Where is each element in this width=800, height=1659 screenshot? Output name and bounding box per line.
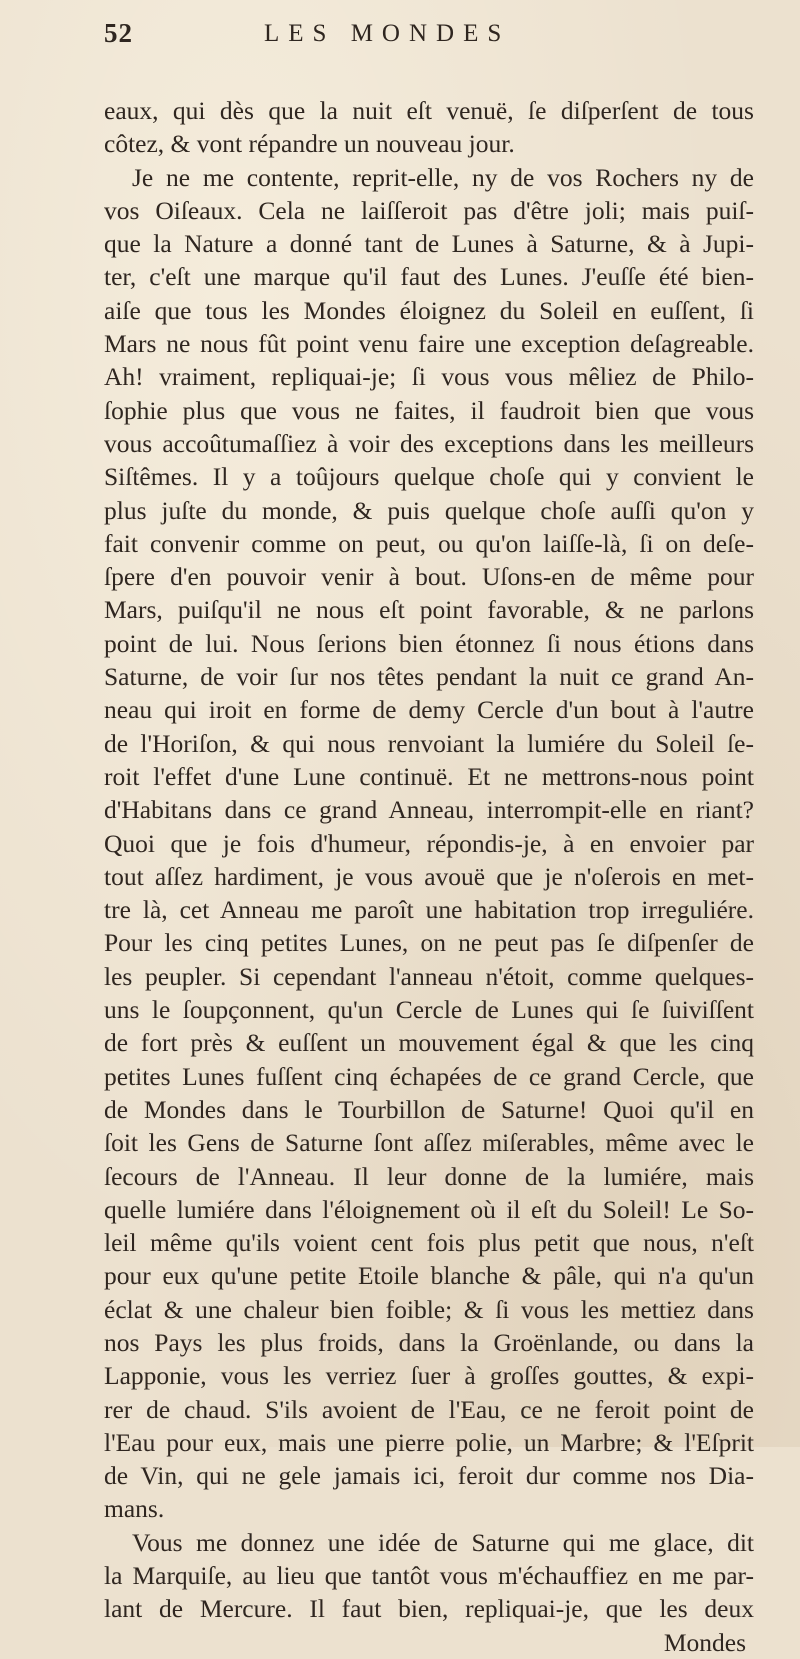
text-line: Mars, puiſqu'il ne nous eſt point favorable, & ne parlons [104,595,754,625]
text-line: petites Lunes fuſſent cinq échapées de ce grand Cercle, que [104,1061,754,1091]
text-line: l'Eau pour eux, mais une pierre polie, un Marbre; & l'Eſprit [104,1427,754,1457]
text-line: quelle lumiére dans l'éloignement où il eſt du Soleil! Le So- [104,1194,754,1224]
text-line: Siſtêmes. Il y a toûjours quelque choſe qui y convient le [104,462,754,492]
text-line: la Marquiſe, au lieu que tantôt vous m'échauffiez en me par- [104,1561,754,1591]
text-line: mans. [104,1494,165,1524]
running-head [104,14,744,58]
text-line: pour eux qu'une petite Etoile blanche & pâle, qui n'a qu'un [104,1261,754,1291]
text-line: ter, c'eſt une marque qu'il faut des Lunes. J'euſſe été bien- [104,262,754,292]
text-line: lant de Mercure. Il faut bien, repliquai-je, que les deux [104,1594,754,1624]
text-line: leil même qu'ils voient cent fois plus petit que nous, n'eſt [104,1228,754,1258]
text-line: ſoit les Gens de Saturne ſont aſſez miſerables, même avec le [104,1128,754,1158]
text-line: tre là, cet Anneau me paroît une habitation trop irreguliére. [104,895,754,925]
text-line: Lapponie, vous les verriez ſuer à groſſes gouttes, & expi- [104,1361,754,1391]
text-line: Saturne, de voir ſur nos têtes pendant la nuit ce grand An- [104,662,754,692]
text-line: les peupler. Si cependant l'anneau n'étoit, comme quelques- [104,961,754,991]
body-text [104,94,754,1659]
page-number: 52 [104,18,133,48]
text-line: rer de chaud. S'ils avoient de l'Eau, ce ne feroit point de [104,1394,754,1424]
text-line: tout aſſez hardiment, je vous avouë que je n'oſerois en met- [104,861,754,891]
text-line: Ah! vraiment, repliquai-je; ſi vous vous mêliez de Philo- [104,362,754,392]
text-line: aiſe que tous les Mondes éloignez du Soleil en euſſent, ſi [104,295,754,325]
text-line: roit l'effet d'une Lune continuë. Et ne mettrons-nous point [104,761,754,791]
text-line: côtez, & vont répandre un nouveau jour. [104,129,515,159]
text-line: neau qui iroit en forme de demy Cercle d'un bout à l'autre [104,695,754,725]
text-line: ſophie plus que vous ne faites, il faudroit bien que vous [104,395,754,425]
text-line: ſecours de l'Anneau. Il leur donne de la lumiére, mais [104,1161,754,1191]
paragraph-start-line: Vous me donnez une idée de Saturne qui me glace, dit [132,1527,754,1557]
text-line: fait convenir comme on peut, ou qu'on laiſſe-là, ſi on deſe- [104,528,754,558]
text-line: de Vin, qui ne gele jamais ici, feroit dur comme nos Dia- [104,1461,754,1491]
text-line: que la Nature a donné tant de Lunes à Saturne, & à Jupi- [104,229,754,259]
text-line: Pour les cinq petites Lunes, on ne peut pas ſe diſpenſer de [104,928,754,958]
text-line: eaux, qui dès que la nuit eſt venuë, ſe diſperſent de tous [104,96,754,125]
text-line: uns le ſoupçonnent, qu'un Cercle de Lunes qui ſe ſuiviſſent [104,995,754,1025]
text-line: de fort près & euſſent un mouvement égal & que les cinq [104,1028,754,1058]
text-line: Quoi que je fois d'humeur, répondis-je, à en envoier par [104,828,754,858]
paragraph-start-line: Je ne me contente, reprit-elle, ny de vos Rochers ny de [132,162,754,192]
text-line: nos Pays les plus froids, dans la Groënlande, ou dans la [104,1327,754,1357]
running-title: LES MONDES [264,20,511,47]
text-line: ſpere d'en pouvoir venir à bout. Uſons-en de même pour [104,562,754,592]
text-line: plus juſte du monde, & puis quelque choſe auſſi qu'on y [104,495,754,525]
text-line: éclat & une chaleur bien foible; & ſi vous les mettiez dans [104,1294,754,1324]
text-line: de l'Horiſon, & qui nous renvoiant la lumiére du Soleil ſe- [104,728,754,758]
text-line: vous accoûtumaſſiez à voir des exceptions dans les meilleurs [104,428,754,458]
text-line: Mars ne nous fût point venu faire une exception deſagreable. [104,329,754,359]
text-line: vos Oiſeaux. Cela ne laiſſeroit pas d'être joli; mais puiſ- [104,195,754,225]
text-line: de Mondes dans le Tourbillon de Saturne! Quoi qu'il en [104,1094,754,1124]
text-line: d'Habitans dans ce grand Anneau, interrompit-elle en riant? [104,795,754,825]
text-line: point de lui. Nous ſerions bien étonnez ſi nous étions dans [104,628,754,658]
catchword: Mondes [663,1627,746,1657]
